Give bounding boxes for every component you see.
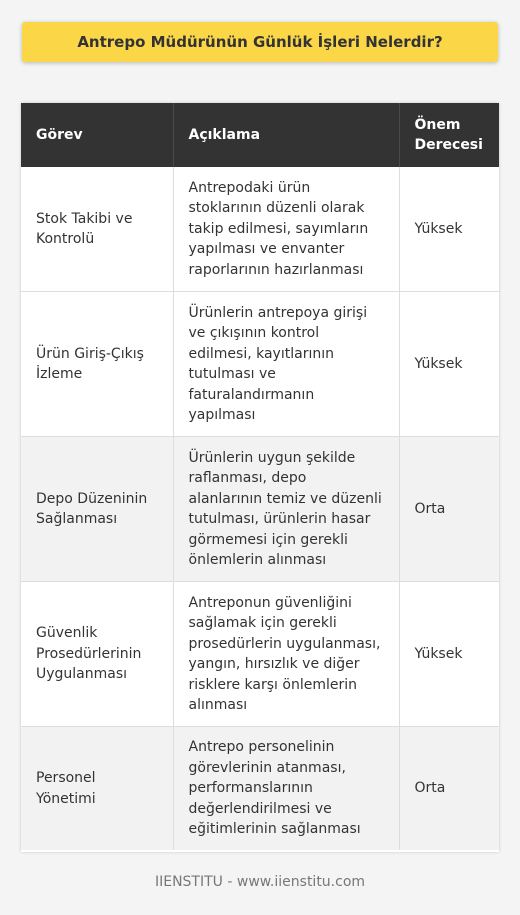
table-row xyxy=(21,292,499,437)
table-row xyxy=(21,437,499,582)
description-cell: Antrepo personelinin görevlerinin atanması, performanslarının değerlendirilmesi ve eğitimlerinin sağlanması xyxy=(173,727,399,851)
task-cell: Personel Yönetimi xyxy=(21,727,173,851)
task-cell: Ürün Giriş-Çıkış İzleme xyxy=(21,292,173,437)
header-priority: Önem Derecesi xyxy=(399,103,499,167)
task-cell: Stok Takibi ve Kontrolü xyxy=(21,167,173,292)
description-cell: Antrepodaki ürün stoklarının düzenli olarak takip edilmesi, sayımların yapılması ve envanter raporlarının hazırlanması xyxy=(173,167,399,292)
description-cell: Ürünlerin antrepoya girişi ve çıkışının kontrol edilmesi, kayıtlarının tutulması ve faturalandırmanın yapılması xyxy=(173,292,399,437)
description-cell: Ürünlerin uygun şekilde raflanması, depo alanlarının temiz ve düzenli tutulması, ürünlerin hasar görmemesi için gerekli önlemlerin alınması xyxy=(173,437,399,582)
task-cell: Depo Düzeninin Sağlanması xyxy=(21,437,173,582)
page-title: Antrepo Müdürünün Günlük İşleri Nelerdir? xyxy=(77,33,443,51)
title-banner xyxy=(22,22,498,62)
priority-cell: Yüksek xyxy=(399,167,499,292)
priority-cell: Orta xyxy=(399,727,499,851)
header-description: Açıklama xyxy=(173,103,399,167)
table-header xyxy=(21,103,499,167)
table-row xyxy=(21,582,499,727)
table-body xyxy=(21,167,499,850)
task-cell: Güvenlik Prosedürlerinin Uygulanması xyxy=(21,582,173,727)
priority-cell: Yüksek xyxy=(399,292,499,437)
table-row xyxy=(21,727,499,851)
priority-cell: Yüksek xyxy=(399,582,499,727)
description-cell: Antreponun güvenliğini sağlamak için gerekli prosedürlerin uygulanması, yangın, hırsızlık ve diğer risklere karşı önlemlerin alınması xyxy=(173,582,399,727)
tasks-table xyxy=(21,103,499,850)
table-row xyxy=(21,167,499,292)
header-row xyxy=(21,103,499,167)
priority-cell: Orta xyxy=(399,437,499,582)
header-task: Görev xyxy=(21,103,173,167)
tasks-table-container xyxy=(21,103,499,852)
footer-credit: IIENSTITU - www.iienstitu.com xyxy=(154,874,366,890)
